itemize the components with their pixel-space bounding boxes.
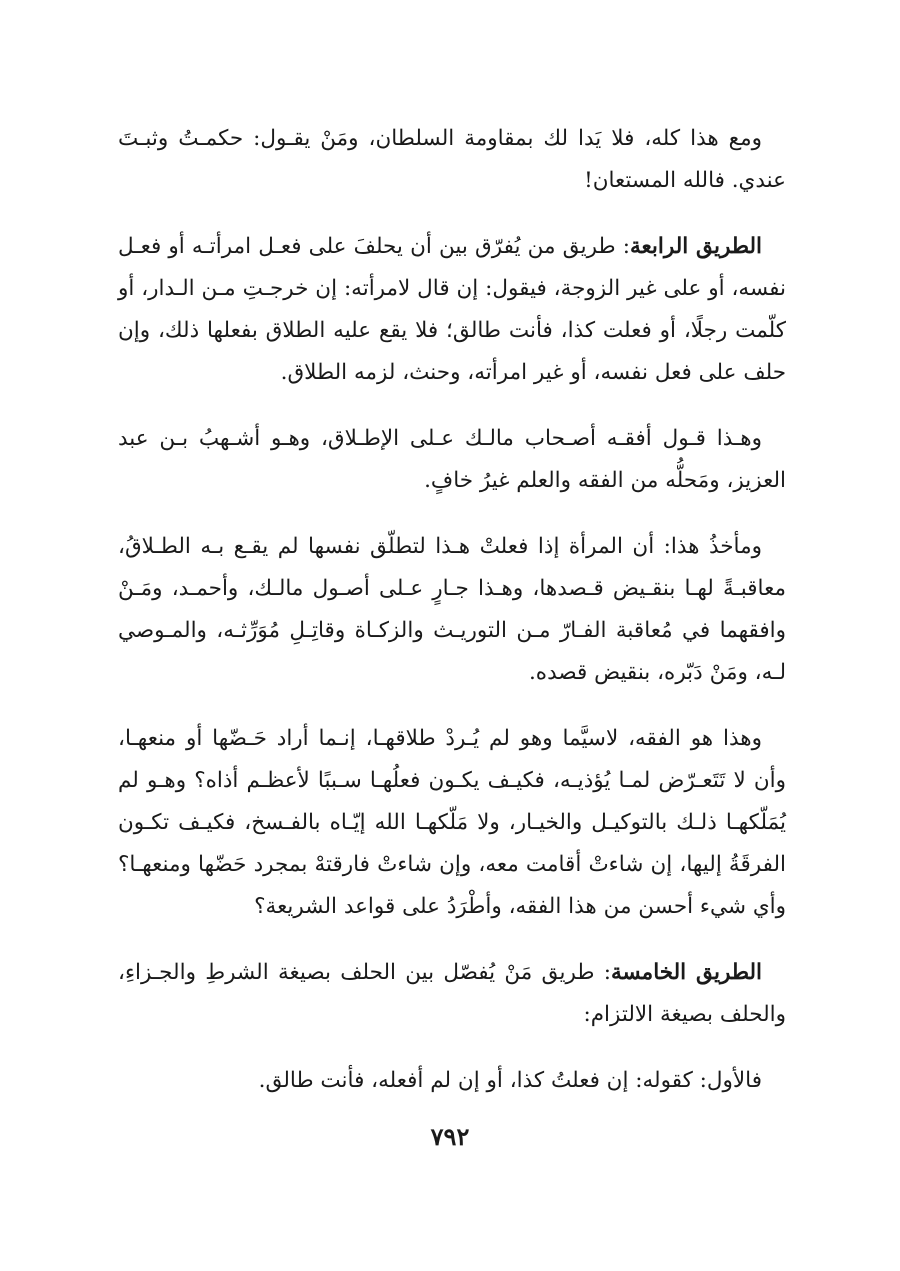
paragraph-lead: الطريق الرابعة (629, 234, 762, 259)
paragraph-4 (118, 526, 786, 694)
paragraph-text: وهـذا قـول أفقـه أصـحاب مالـك عـلى الإطـلاق، وهـو أشـهبُ بـن عبد العزيز، ومَحلُّه من الفقه والعلم غيرُ خافٍ. (118, 426, 786, 493)
paragraph-lead: الطريق الخامسة (610, 960, 762, 985)
paragraph-5 (118, 718, 786, 928)
paragraph-text: : طريق من يُفرّق بين أن يحلفَ على فعـل امرأتـه أو فعـل نفسه، أو على غير الزوجة، فيقول: إن قال لامرأته: إن خرجـتِ مـن الـدار، أو كلّمت رجلًا، أو فعلت كذا، فأنت طالق؛ فلا يقع عليه الطلاق بفعلها ذلك، وإن حلف على فعل نفسه، أو غير امرأته، وحنث، لزمه الطلاق. (118, 234, 786, 385)
paragraph-text: فالأول: كقوله: إن فعلتُ كذا، أو إن لم أفعله، فأنت طالق. (258, 1068, 762, 1093)
paragraph-2 (118, 226, 786, 394)
paragraph-text: ومأخذُ هذا: أن المرأة إذا فعلتْ هـذا لتطلّق نفسها لم يقـع بـه الطـلاقُ، معاقبـةً لهـا بنقـيض قـصدها، وهـذا جـارٍ عـلى أصـول مالـك، وأحمـد، ومَـنْ وافقهما في مُعاقبة الفـارّ مـن التوريـث والزكـاة وقاتِـلِ مُوَرِّثـه، والمـوصي لـه، ومَنْ دَبّره، بنقيض قصده. (118, 534, 786, 685)
paragraph-1 (118, 118, 786, 202)
paragraph-text: وهذا هو الفقه، لاسيَّما وهو لم يُـردْ طلاقهـا، إنـما أراد حَـضّها أو منعهـا، وأن لا تَتَعـرّض لمـا يُؤذيـه، فكيـف يكـون فعلُهـا سـببًا لأعظـم أذاه؟ وهـو لم يُمَلّكهـا ذلـك بالتوكيـل والخيـار، ولا مَلّكهـا الله إيّـاه بالفـسخ، فكيـف تكـون الفرقَةُ إليها، إن شاءتْ أقامت معه، وإن شاءتْ فارقتهْ بمجرد حَضّها ومنعهـا؟ وأي شيء أحسن من هذا الفقه، وأطْرَدُ على قواعد الشريعة؟ (118, 726, 786, 919)
paragraph-7 (118, 1060, 786, 1102)
page-number: ٧٩٢ (430, 1122, 470, 1151)
paragraph-text: ومع هذا كله، فلا يَدا لك بمقاومة السلطان، ومَنْ يقـول: حكمـتُ وثبـتَ عندي. فالله المستعان! (118, 126, 786, 193)
paragraph-6 (118, 952, 786, 1036)
paragraph-3 (118, 418, 786, 502)
paragraph-text: : طريق مَنْ يُفصّل بين الحلف بصيغة الشرطِ والجـزاءِ، والحلف بصيغة الالتزام: (118, 960, 786, 1027)
page-body (118, 118, 786, 1126)
